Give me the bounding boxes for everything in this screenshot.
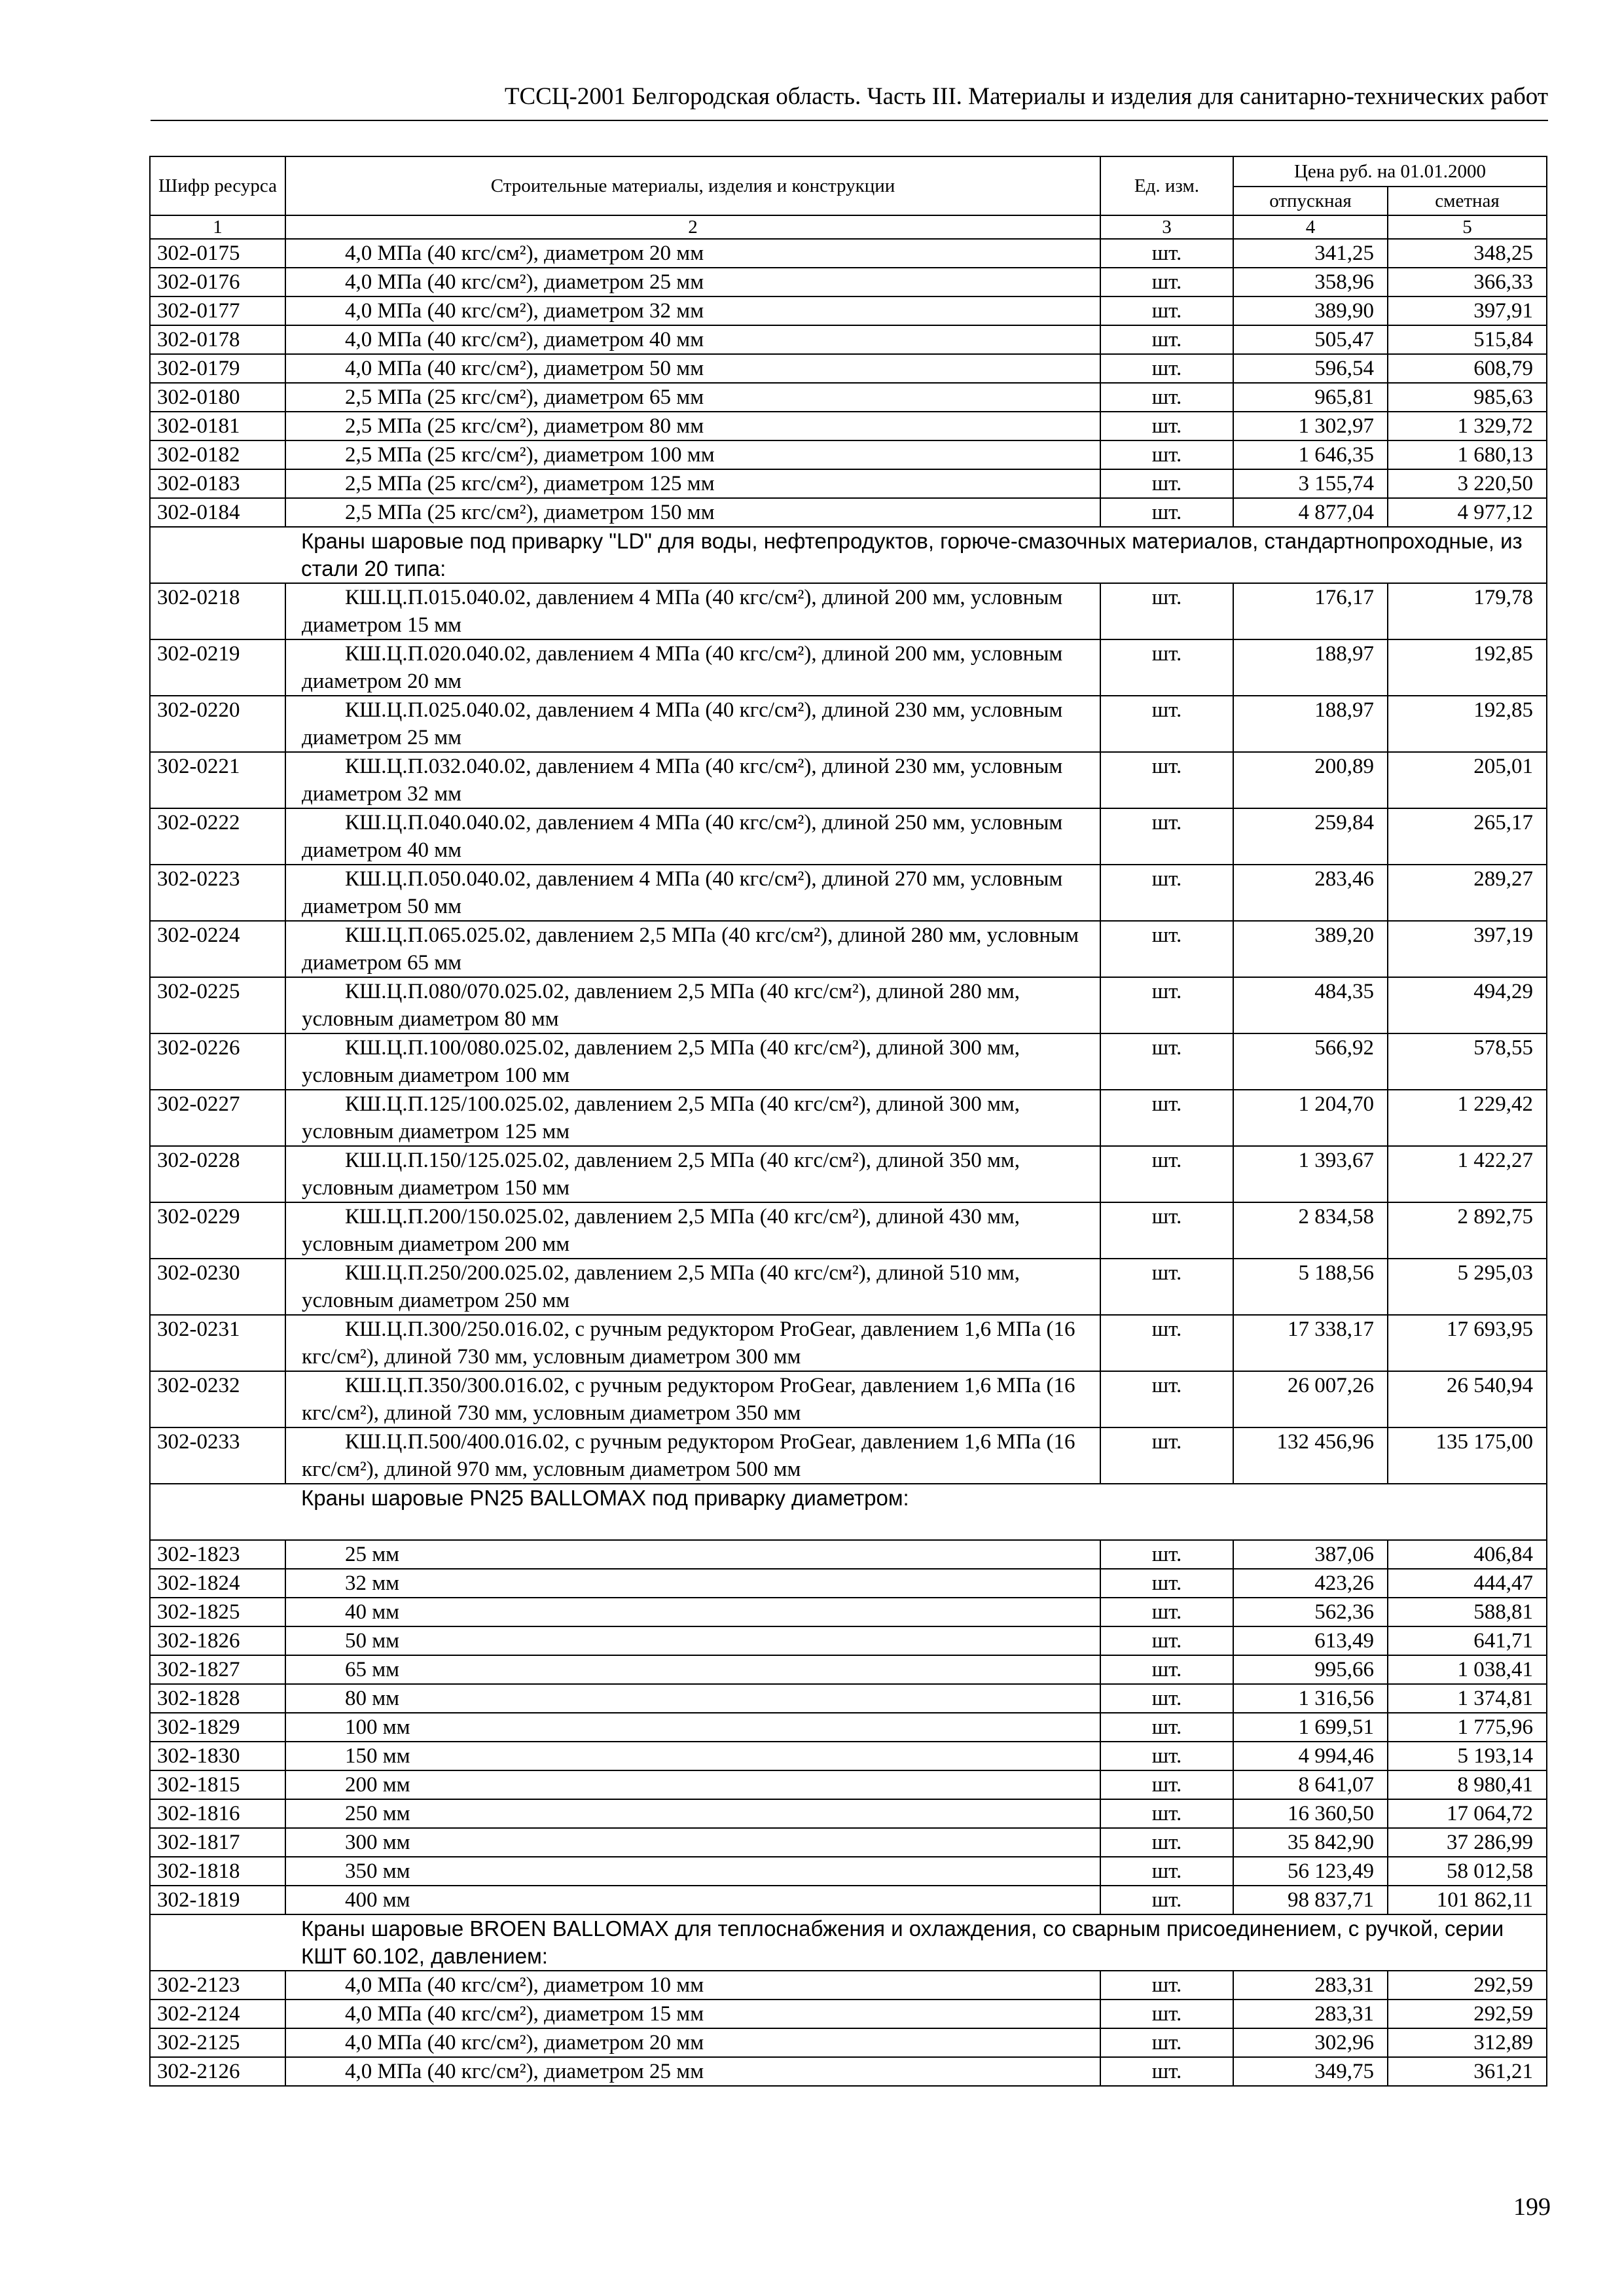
material-description: 4,0 МПа (40 кгс/см²), диаметром 20 мм xyxy=(285,239,1100,268)
unit: шт. xyxy=(1100,1427,1233,1484)
estimate-price: 17 064,72 xyxy=(1388,1799,1547,1828)
table-row xyxy=(150,498,1547,527)
material-description xyxy=(285,752,1100,808)
material-description: 350 мм xyxy=(285,1857,1100,1886)
release-price: 1 646,35 xyxy=(1233,440,1388,469)
unit: шт. xyxy=(1100,639,1233,696)
resource-code: 302-0179 xyxy=(150,354,285,383)
material-description-text: КШ.Ц.П.080/070.025.02, давлением 2,5 МПа (40 кгс/см²), длиной 280 мм, условным диаметром 80 мм xyxy=(302,980,1020,1031)
resource-code: 302-1823 xyxy=(150,1540,285,1569)
release-price: 283,31 xyxy=(1233,2000,1388,2028)
material-description xyxy=(285,1202,1100,1259)
estimate-price: 361,21 xyxy=(1388,2057,1547,2086)
col-header-release-price: отпускная xyxy=(1233,187,1388,215)
material-description xyxy=(285,808,1100,865)
material-description: 4,0 МПа (40 кгс/см²), диаметром 25 мм xyxy=(285,2057,1100,2086)
table-row xyxy=(150,977,1547,1033)
release-price: 132 456,96 xyxy=(1233,1427,1388,1484)
release-price: 283,31 xyxy=(1233,1971,1388,2000)
release-price: 98 837,71 xyxy=(1233,1886,1388,1914)
column-number: 3 xyxy=(1100,215,1233,239)
table-row xyxy=(150,1371,1547,1427)
unit: шт. xyxy=(1100,440,1233,469)
table-row xyxy=(150,383,1547,412)
release-price: 562,36 xyxy=(1233,1598,1388,1626)
resource-code: 302-0227 xyxy=(150,1090,285,1146)
material-description xyxy=(285,977,1100,1033)
material-description xyxy=(285,1259,1100,1315)
resource-code: 302-0182 xyxy=(150,440,285,469)
unit: шт. xyxy=(1100,808,1233,865)
resource-code: 302-0176 xyxy=(150,268,285,296)
table-row xyxy=(150,865,1547,921)
resource-code: 302-0220 xyxy=(150,696,285,752)
resource-code: 302-1824 xyxy=(150,1569,285,1598)
estimate-price: 1 374,81 xyxy=(1388,1684,1547,1713)
material-description xyxy=(285,1090,1100,1146)
estimate-price: 135 175,00 xyxy=(1388,1427,1547,1484)
resource-code: 302-2126 xyxy=(150,2057,285,2086)
resource-code: 302-0226 xyxy=(150,1033,285,1090)
material-description-text: КШ.Ц.П.050.040.02, давлением 4 МПа (40 кгс/см²), длиной 270 мм, условным диаметром 50 мм xyxy=(302,867,1063,918)
material-description-text: КШ.Ц.П.032.040.02, давлением 4 МПа (40 кгс/см²), длиной 230 мм, условным диаметром 32 мм xyxy=(302,755,1063,806)
unit: шт. xyxy=(1100,2057,1233,2086)
resource-code: 302-0228 xyxy=(150,1146,285,1202)
release-price: 423,26 xyxy=(1233,1569,1388,1598)
unit: шт. xyxy=(1100,1371,1233,1427)
release-price: 505,47 xyxy=(1233,325,1388,354)
estimate-price: 101 862,11 xyxy=(1388,1886,1547,1914)
release-price: 995,66 xyxy=(1233,1655,1388,1684)
material-description xyxy=(285,1315,1100,1371)
material-description-text: КШ.Ц.П.020.040.02, давлением 4 МПа (40 кгс/см²), длиной 200 мм, условным диаметром 20 мм xyxy=(302,642,1063,693)
material-description: 150 мм xyxy=(285,1742,1100,1770)
unit: шт. xyxy=(1100,1598,1233,1626)
release-price: 566,92 xyxy=(1233,1033,1388,1090)
unit: шт. xyxy=(1100,469,1233,498)
unit: шт. xyxy=(1100,1146,1233,1202)
estimate-price: 8 980,41 xyxy=(1388,1770,1547,1799)
unit: шт. xyxy=(1100,1090,1233,1146)
unit: шт. xyxy=(1100,1626,1233,1655)
table-row xyxy=(150,639,1547,696)
release-price: 389,90 xyxy=(1233,296,1388,325)
estimate-price: 292,59 xyxy=(1388,1971,1547,2000)
table-row xyxy=(150,296,1547,325)
material-description-text: КШ.Ц.П.100/080.025.02, давлением 2,5 МПа (40 кгс/см²), длиной 300 мм, условным диаметром 100 мм xyxy=(302,1036,1020,1087)
estimate-price: 397,19 xyxy=(1388,921,1547,977)
table-row xyxy=(150,1626,1547,1655)
unit: шт. xyxy=(1100,2028,1233,2057)
unit: шт. xyxy=(1100,921,1233,977)
section-row xyxy=(150,1484,1547,1540)
col-header-price: Цена руб. на 01.01.2000 xyxy=(1233,156,1547,187)
material-description xyxy=(285,865,1100,921)
col-header-code: Шифр ресурса xyxy=(150,156,285,215)
table-row xyxy=(150,1770,1547,1799)
material-description: 80 мм xyxy=(285,1684,1100,1713)
material-description-text: КШ.Ц.П.065.025.02, давлением 2,5 МПа (40 кгс/см²), длиной 280 мм, условным диаметром 65 мм xyxy=(302,924,1079,975)
table-body xyxy=(150,239,1547,2086)
resource-code: 302-0184 xyxy=(150,498,285,527)
resource-code: 302-2123 xyxy=(150,1971,285,2000)
unit: шт. xyxy=(1100,1259,1233,1315)
release-price: 389,20 xyxy=(1233,921,1388,977)
release-price: 2 834,58 xyxy=(1233,1202,1388,1259)
page-header-title: ТССЦ-2001 Белгородская область. Часть III. Материалы и изделия для санитарно-технических работ xyxy=(504,83,1548,110)
material-description xyxy=(285,1146,1100,1202)
col-header-unit: Ед. изм. xyxy=(1100,156,1233,215)
release-price: 259,84 xyxy=(1233,808,1388,865)
material-description: 2,5 МПа (25 кгс/см²), диаметром 125 мм xyxy=(285,469,1100,498)
material-description: 4,0 МПа (40 кгс/см²), диаметром 15 мм xyxy=(285,2000,1100,2028)
release-price: 358,96 xyxy=(1233,268,1388,296)
table-row xyxy=(150,2057,1547,2086)
release-price: 176,17 xyxy=(1233,583,1388,639)
resource-code: 302-1816 xyxy=(150,1799,285,1828)
material-description xyxy=(285,921,1100,977)
material-description-text: КШ.Ц.П.350/300.016.02, с ручным редуктором ProGear, давлением 1,6 МПа (16 кгс/см²), длиной 730 мм, условным диаметром 350 мм xyxy=(302,1374,1075,1425)
unit: шт. xyxy=(1100,412,1233,440)
unit: шт. xyxy=(1100,1655,1233,1684)
unit: шт. xyxy=(1100,354,1233,383)
material-description-text: КШ.Ц.П.025.040.02, давлением 4 МПа (40 кгс/см²), длиной 230 мм, условным диаметром 25 мм xyxy=(302,698,1063,749)
column-number: 4 xyxy=(1233,215,1388,239)
estimate-price: 265,17 xyxy=(1388,808,1547,865)
resource-code: 302-1819 xyxy=(150,1886,285,1914)
unit: шт. xyxy=(1100,1971,1233,2000)
section-row xyxy=(150,1914,1547,1971)
table-row xyxy=(150,1427,1547,1484)
resource-code: 302-1817 xyxy=(150,1828,285,1857)
estimate-price: 1 422,27 xyxy=(1388,1146,1547,1202)
material-description: 4,0 МПа (40 кгс/см²), диаметром 25 мм xyxy=(285,268,1100,296)
release-price: 188,97 xyxy=(1233,639,1388,696)
release-price: 283,46 xyxy=(1233,865,1388,921)
material-description: 2,5 МПа (25 кгс/см²), диаметром 150 мм xyxy=(285,498,1100,527)
unit: шт. xyxy=(1100,498,1233,527)
table-row xyxy=(150,921,1547,977)
table-row xyxy=(150,1971,1547,2000)
material-description xyxy=(285,639,1100,696)
material-description xyxy=(285,583,1100,639)
resource-code: 302-0183 xyxy=(150,469,285,498)
resource-code: 302-1830 xyxy=(150,1742,285,1770)
resource-code: 302-1827 xyxy=(150,1655,285,1684)
release-price: 341,25 xyxy=(1233,239,1388,268)
release-price: 484,35 xyxy=(1233,977,1388,1033)
material-description: 2,5 МПа (25 кгс/см²), диаметром 80 мм xyxy=(285,412,1100,440)
release-price: 16 360,50 xyxy=(1233,1799,1388,1828)
release-price: 35 842,90 xyxy=(1233,1828,1388,1857)
material-description: 65 мм xyxy=(285,1655,1100,1684)
table-row xyxy=(150,1540,1547,1569)
estimate-price: 289,27 xyxy=(1388,865,1547,921)
unit: шт. xyxy=(1100,1828,1233,1857)
table-row xyxy=(150,1799,1547,1828)
table-row xyxy=(150,1598,1547,1626)
unit: шт. xyxy=(1100,1857,1233,1886)
resource-code: 302-0221 xyxy=(150,752,285,808)
resource-code: 302-2125 xyxy=(150,2028,285,2057)
resource-code: 302-0233 xyxy=(150,1427,285,1484)
release-price: 4 994,46 xyxy=(1233,1742,1388,1770)
resource-code: 302-0180 xyxy=(150,383,285,412)
estimate-price: 58 012,58 xyxy=(1388,1857,1547,1886)
material-description-text: КШ.Ц.П.200/150.025.02, давлением 2,5 МПа (40 кгс/см²), длиной 430 мм, условным диаметром 200 мм xyxy=(302,1205,1020,1256)
material-description-text: КШ.Ц.П.250/200.025.02, давлением 2,5 МПа (40 кгс/см²), длиной 510 мм, условным диаметром 250 мм xyxy=(302,1261,1020,1312)
estimate-price: 444,47 xyxy=(1388,1569,1547,1598)
release-price: 4 877,04 xyxy=(1233,498,1388,527)
resource-code: 302-0175 xyxy=(150,239,285,268)
estimate-price: 578,55 xyxy=(1388,1033,1547,1090)
material-description: 32 мм xyxy=(285,1569,1100,1598)
material-description: 4,0 МПа (40 кгс/см²), диаметром 32 мм xyxy=(285,296,1100,325)
estimate-price: 1 775,96 xyxy=(1388,1713,1547,1742)
release-price: 1 204,70 xyxy=(1233,1090,1388,1146)
estimate-price: 348,25 xyxy=(1388,239,1547,268)
resource-code: 302-0219 xyxy=(150,639,285,696)
resource-code: 302-0177 xyxy=(150,296,285,325)
material-description: 200 мм xyxy=(285,1770,1100,1799)
table-row xyxy=(150,583,1547,639)
page-header xyxy=(151,84,1548,121)
col-header-description: Строительные материалы, изделия и конструкции xyxy=(285,156,1100,215)
unit: шт. xyxy=(1100,1742,1233,1770)
material-description: 25 мм xyxy=(285,1540,1100,1569)
resource-code: 302-1826 xyxy=(150,1626,285,1655)
estimate-price: 5 295,03 xyxy=(1388,1259,1547,1315)
table-row xyxy=(150,1886,1547,1914)
resource-code: 302-1828 xyxy=(150,1684,285,1713)
release-price: 1 699,51 xyxy=(1233,1713,1388,1742)
release-price: 1 316,56 xyxy=(1233,1684,1388,1713)
estimate-price: 1 229,42 xyxy=(1388,1090,1547,1146)
table-row xyxy=(150,1202,1547,1259)
material-description xyxy=(285,1371,1100,1427)
material-description-text: КШ.Ц.П.015.040.02, давлением 4 МПа (40 кгс/см²), длиной 200 мм, условным диаметром 15 мм xyxy=(302,586,1063,637)
estimate-price: 588,81 xyxy=(1388,1598,1547,1626)
estimate-price: 641,71 xyxy=(1388,1626,1547,1655)
unit: шт. xyxy=(1100,1540,1233,1569)
resource-code: 302-2124 xyxy=(150,2000,285,2028)
resource-code: 302-0225 xyxy=(150,977,285,1033)
table-row xyxy=(150,1742,1547,1770)
resource-code: 302-0230 xyxy=(150,1259,285,1315)
estimate-price: 608,79 xyxy=(1388,354,1547,383)
release-price: 188,97 xyxy=(1233,696,1388,752)
table-row xyxy=(150,1857,1547,1886)
unit: шт. xyxy=(1100,1770,1233,1799)
estimate-price: 1 038,41 xyxy=(1388,1655,1547,1684)
table-row xyxy=(150,2028,1547,2057)
price-table xyxy=(149,156,1547,2087)
estimate-price: 205,01 xyxy=(1388,752,1547,808)
release-price: 56 123,49 xyxy=(1233,1857,1388,1886)
estimate-price: 366,33 xyxy=(1388,268,1547,296)
estimate-price: 397,91 xyxy=(1388,296,1547,325)
section-title: Краны шаровые PN25 BALLOMAX под приварку диаметром: xyxy=(150,1484,1547,1540)
estimate-price: 179,78 xyxy=(1388,583,1547,639)
page-number: 199 xyxy=(1513,2193,1551,2221)
release-price: 200,89 xyxy=(1233,752,1388,808)
release-price: 1 302,97 xyxy=(1233,412,1388,440)
unit: шт. xyxy=(1100,1569,1233,1598)
unit: шт. xyxy=(1100,1315,1233,1371)
resource-code: 302-1825 xyxy=(150,1598,285,1626)
unit: шт. xyxy=(1100,1799,1233,1828)
table-row xyxy=(150,1828,1547,1857)
resource-code: 302-0222 xyxy=(150,808,285,865)
unit: шт. xyxy=(1100,1713,1233,1742)
release-price: 5 188,56 xyxy=(1233,1259,1388,1315)
material-description: 50 мм xyxy=(285,1626,1100,1655)
table-row xyxy=(150,440,1547,469)
resource-code: 302-0232 xyxy=(150,1371,285,1427)
estimate-price: 985,63 xyxy=(1388,383,1547,412)
section-title: Краны шаровые под приварку "LD" для воды, нефтепродуктов, горюче-смазочных материалов, стандартнопроходные, из стали 20 типа: xyxy=(150,527,1547,583)
section-row xyxy=(150,527,1547,583)
resource-code: 302-0231 xyxy=(150,1315,285,1371)
unit: шт. xyxy=(1100,1033,1233,1090)
table-row xyxy=(150,1684,1547,1713)
material-description: 400 мм xyxy=(285,1886,1100,1914)
unit: шт. xyxy=(1100,1202,1233,1259)
material-description: 4,0 МПа (40 кгс/см²), диаметром 50 мм xyxy=(285,354,1100,383)
resource-code: 302-1815 xyxy=(150,1770,285,1799)
resource-code: 302-0178 xyxy=(150,325,285,354)
estimate-price: 1 680,13 xyxy=(1388,440,1547,469)
release-price: 965,81 xyxy=(1233,383,1388,412)
table-row xyxy=(150,1259,1547,1315)
table-row xyxy=(150,239,1547,268)
resource-code: 302-1818 xyxy=(150,1857,285,1886)
table-row xyxy=(150,1146,1547,1202)
release-price: 387,06 xyxy=(1233,1540,1388,1569)
col-header-estimate-price: сметная xyxy=(1388,187,1547,215)
column-numbers-row xyxy=(150,215,1547,239)
column-number: 1 xyxy=(150,215,285,239)
unit: шт. xyxy=(1100,325,1233,354)
table-row xyxy=(150,354,1547,383)
table-row xyxy=(150,1090,1547,1146)
unit: шт. xyxy=(1100,2000,1233,2028)
table-row xyxy=(150,1569,1547,1598)
unit: шт. xyxy=(1100,752,1233,808)
release-price: 302,96 xyxy=(1233,2028,1388,2057)
estimate-price: 4 977,12 xyxy=(1388,498,1547,527)
unit: шт. xyxy=(1100,239,1233,268)
material-description: 40 мм xyxy=(285,1598,1100,1626)
material-description: 100 мм xyxy=(285,1713,1100,1742)
material-description-text: КШ.Ц.П.040.040.02, давлением 4 МПа (40 кгс/см²), длиной 250 мм, условным диаметром 40 мм xyxy=(302,811,1063,862)
table-row xyxy=(150,325,1547,354)
estimate-price: 5 193,14 xyxy=(1388,1742,1547,1770)
estimate-price: 37 286,99 xyxy=(1388,1828,1547,1857)
material-description-text: КШ.Ц.П.300/250.016.02, с ручным редуктором ProGear, давлением 1,6 МПа (16 кгс/см²), длиной 730 мм, условным диаметром 300 мм xyxy=(302,1318,1075,1369)
table-row xyxy=(150,752,1547,808)
material-description-text: КШ.Ц.П.500/400.016.02, с ручным редуктором ProGear, давлением 1,6 МПа (16 кгс/см²), длиной 970 мм, условным диаметром 500 мм xyxy=(302,1430,1075,1481)
material-description xyxy=(285,1427,1100,1484)
material-description-text: КШ.Ц.П.150/125.025.02, давлением 2,5 МПа (40 кгс/см²), длиной 350 мм, условным диаметром 150 мм xyxy=(302,1149,1020,1200)
estimate-price: 192,85 xyxy=(1388,639,1547,696)
estimate-price: 292,59 xyxy=(1388,2000,1547,2028)
resource-code: 302-1829 xyxy=(150,1713,285,1742)
table-row xyxy=(150,1713,1547,1742)
release-price: 3 155,74 xyxy=(1233,469,1388,498)
unit: шт. xyxy=(1100,296,1233,325)
estimate-price: 312,89 xyxy=(1388,2028,1547,2057)
resource-code: 302-0181 xyxy=(150,412,285,440)
material-description: 4,0 МПа (40 кгс/см²), диаметром 20 мм xyxy=(285,2028,1100,2057)
material-description: 2,5 МПа (25 кгс/см²), диаметром 100 мм xyxy=(285,440,1100,469)
material-description: 2,5 МПа (25 кгс/см²), диаметром 65 мм xyxy=(285,383,1100,412)
estimate-price: 494,29 xyxy=(1388,977,1547,1033)
material-description: 300 мм xyxy=(285,1828,1100,1857)
release-price: 349,75 xyxy=(1233,2057,1388,2086)
table-row xyxy=(150,2000,1547,2028)
release-price: 26 007,26 xyxy=(1233,1371,1388,1427)
table-row xyxy=(150,412,1547,440)
estimate-price: 192,85 xyxy=(1388,696,1547,752)
table-row xyxy=(150,1033,1547,1090)
table-row xyxy=(150,268,1547,296)
column-number: 5 xyxy=(1388,215,1547,239)
material-description xyxy=(285,696,1100,752)
resource-code: 302-0229 xyxy=(150,1202,285,1259)
release-price: 17 338,17 xyxy=(1233,1315,1388,1371)
unit: шт. xyxy=(1100,696,1233,752)
resource-code: 302-0223 xyxy=(150,865,285,921)
table-row xyxy=(150,1655,1547,1684)
material-description: 4,0 МПа (40 кгс/см²), диаметром 10 мм xyxy=(285,1971,1100,2000)
table-row xyxy=(150,808,1547,865)
unit: шт. xyxy=(1100,1684,1233,1713)
release-price: 596,54 xyxy=(1233,354,1388,383)
material-description: 250 мм xyxy=(285,1799,1100,1828)
resource-code: 302-0218 xyxy=(150,583,285,639)
estimate-price: 2 892,75 xyxy=(1388,1202,1547,1259)
unit: шт. xyxy=(1100,383,1233,412)
material-description: 4,0 МПа (40 кгс/см²), диаметром 40 мм xyxy=(285,325,1100,354)
table-row xyxy=(150,696,1547,752)
unit: шт. xyxy=(1100,268,1233,296)
unit: шт. xyxy=(1100,583,1233,639)
estimate-price: 406,84 xyxy=(1388,1540,1547,1569)
estimate-price: 1 329,72 xyxy=(1388,412,1547,440)
estimate-price: 26 540,94 xyxy=(1388,1371,1547,1427)
column-number: 2 xyxy=(285,215,1100,239)
estimate-price: 515,84 xyxy=(1388,325,1547,354)
release-price: 613,49 xyxy=(1233,1626,1388,1655)
release-price: 1 393,67 xyxy=(1233,1146,1388,1202)
table-row xyxy=(150,1315,1547,1371)
table-row xyxy=(150,469,1547,498)
unit: шт. xyxy=(1100,1886,1233,1914)
section-title: Краны шаровые BROEN BALLOMAX для теплоснабжения и охлаждения, со сварным присоединением, с ручкой, серии КШТ 60.102, давлением: xyxy=(150,1914,1547,1971)
material-description xyxy=(285,1033,1100,1090)
material-description-text: КШ.Ц.П.125/100.025.02, давлением 2,5 МПа (40 кгс/см²), длиной 300 мм, условным диаметром 125 мм xyxy=(302,1092,1020,1143)
estimate-price: 3 220,50 xyxy=(1388,469,1547,498)
resource-code: 302-0224 xyxy=(150,921,285,977)
unit: шт. xyxy=(1100,865,1233,921)
release-price: 8 641,07 xyxy=(1233,1770,1388,1799)
unit: шт. xyxy=(1100,977,1233,1033)
estimate-price: 17 693,95 xyxy=(1388,1315,1547,1371)
